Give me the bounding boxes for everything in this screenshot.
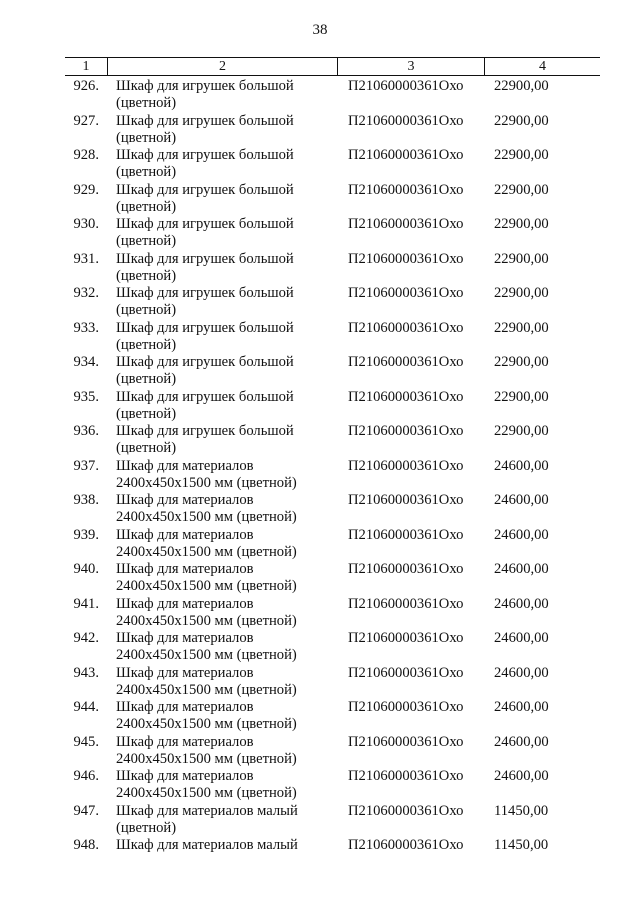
item-price: 22900,00 (494, 319, 549, 336)
table-row (0, 768, 640, 803)
item-name-line-2: 2400х450х1500 мм (цветной) (116, 647, 297, 663)
item-name-line-2: 2400х450х1500 мм (цветной) (116, 681, 297, 698)
item-code: П21060000361Охо (348, 423, 464, 439)
item-code: П21060000361Охо (348, 78, 464, 94)
item-price: 22900,00 (494, 78, 549, 94)
row-number: 938. (73, 492, 99, 508)
item-name-line-2: (цветной) (116, 405, 177, 422)
item-price: 24600,00 (494, 526, 549, 543)
item-name-line-1: Шкаф для материалов (116, 595, 254, 612)
item-price: 24600,00 (494, 595, 549, 612)
item-name-line-2: (цветной) (116, 267, 177, 284)
item-code: П21060000361Охо (348, 837, 464, 853)
item-name-line-1: Шкаф для игрушек большой (116, 388, 294, 405)
item-name (116, 699, 341, 733)
table-row (0, 285, 640, 320)
item-name (116, 354, 341, 388)
table-row (0, 147, 640, 182)
item-code: П21060000361Охо (348, 285, 464, 301)
item-code: П21060000361Охо (348, 595, 464, 612)
item-code: П21060000361Охо (348, 216, 464, 232)
item-price: 22900,00 (494, 354, 549, 370)
row-number: 947. (73, 802, 99, 819)
item-name-line-1: Шкаф для игрушек большой (116, 319, 294, 336)
item-code: П21060000361Охо (348, 768, 464, 784)
column-header-2: 2 (107, 58, 337, 75)
item-code: П21060000361Охо (348, 699, 464, 715)
row-number: 926. (73, 78, 99, 94)
row-number: 930. (73, 216, 99, 232)
item-price: 24600,00 (494, 664, 549, 681)
table-row (0, 630, 640, 665)
item-name-line-2: (цветной) (116, 164, 177, 180)
row-number: 931. (73, 250, 99, 267)
table-row (0, 113, 640, 148)
item-name (116, 182, 341, 216)
row-number: 937. (73, 457, 99, 474)
column-header-3: 3 (337, 58, 484, 75)
item-name (116, 113, 341, 147)
table-row (0, 561, 640, 596)
row-number: 946. (73, 768, 99, 784)
item-code: П21060000361Охо (348, 457, 464, 474)
table-body (0, 78, 640, 872)
row-number: 940. (73, 561, 99, 577)
item-name-line-1: Шкаф для материалов (116, 768, 254, 784)
table-row (0, 216, 640, 251)
table-row (0, 734, 640, 769)
item-name-line-1: Шкаф для материалов малый (116, 837, 298, 853)
row-number: 927. (73, 112, 99, 129)
table-row (0, 837, 640, 872)
item-code: П21060000361Охо (348, 250, 464, 267)
table-row (0, 423, 640, 458)
row-number: 941. (73, 595, 99, 612)
item-code: П21060000361Охо (348, 147, 464, 163)
row-number: 944. (73, 699, 99, 715)
row-number: 943. (73, 664, 99, 681)
table-row (0, 251, 640, 286)
item-code: П21060000361Охо (348, 664, 464, 681)
item-name (116, 768, 341, 802)
item-price: 24600,00 (494, 699, 549, 715)
item-name-line-2: (цветной) (116, 819, 177, 836)
item-name-line-2: 2400х450х1500 мм (цветной) (116, 612, 297, 629)
item-name (116, 320, 341, 354)
item-code: П21060000361Охо (348, 388, 464, 405)
item-name (116, 389, 341, 423)
item-name-line-2: (цветной) (116, 371, 177, 387)
table-row (0, 78, 640, 113)
row-number: 932. (73, 285, 99, 301)
item-name-line-1: Шкаф для игрушек большой (116, 112, 294, 129)
item-price: 22900,00 (494, 147, 549, 163)
item-name-line-2: 2400х450х1500 мм (цветной) (116, 543, 297, 560)
page-number: 38 (312, 22, 328, 38)
item-code: П21060000361Охо (348, 733, 464, 750)
row-number: 936. (73, 423, 99, 439)
row-number: 928. (73, 147, 99, 163)
item-name-line-2: (цветной) (116, 233, 177, 249)
item-name (116, 596, 341, 630)
item-name-line-1: Шкаф для игрушек большой (116, 285, 294, 301)
item-code: П21060000361Охо (348, 561, 464, 577)
table-row (0, 492, 640, 527)
item-name (116, 561, 341, 595)
item-name-line-2: (цветной) (116, 129, 177, 146)
item-price: 22900,00 (494, 216, 549, 232)
item-name (116, 423, 341, 457)
item-name (116, 665, 341, 699)
item-code: П21060000361Охо (348, 112, 464, 129)
item-name-line-2: (цветной) (116, 95, 177, 111)
item-code: П21060000361Охо (348, 526, 464, 543)
item-name-line-2: 2400х450х1500 мм (цветной) (116, 474, 297, 491)
item-code: П21060000361Охо (348, 492, 464, 508)
item-price: 11450,00 (494, 802, 549, 819)
table-header (65, 57, 600, 76)
item-price: 24600,00 (494, 561, 549, 577)
column-header-4: 4 (484, 58, 600, 75)
item-name-line-1: Шкаф для материалов (116, 664, 254, 681)
item-name-line-2: 2400х450х1500 мм (цветной) (116, 750, 297, 767)
table-row (0, 354, 640, 389)
item-price: 22900,00 (494, 388, 549, 405)
item-name-line-1: Шкаф для игрушек большой (116, 147, 294, 163)
item-name-line-1: Шкаф для игрушек большой (116, 354, 294, 370)
item-price: 22900,00 (494, 285, 549, 301)
table-row (0, 320, 640, 355)
table-row (0, 527, 640, 562)
item-name (116, 803, 341, 837)
table-row (0, 389, 640, 424)
item-name-line-1: Шкаф для игрушек большой (116, 181, 294, 198)
item-price: 22900,00 (494, 181, 549, 198)
row-number: 939. (73, 526, 99, 543)
row-number: 934. (73, 354, 99, 370)
item-name-line-2: 2400х450х1500 мм (цветной) (116, 578, 297, 594)
item-name-line-2: (цветной) (116, 198, 177, 215)
item-name-line-1: Шкаф для игрушек большой (116, 216, 294, 232)
item-name-line-1: Шкаф для материалов малый (116, 802, 298, 819)
row-number: 933. (73, 319, 99, 336)
table-row (0, 182, 640, 217)
row-number: 942. (73, 630, 99, 646)
table-row (0, 596, 640, 631)
item-name-line-1: Шкаф для материалов (116, 492, 254, 508)
row-number: 935. (73, 388, 99, 405)
item-name-line-1: Шкаф для материалов (116, 699, 254, 715)
item-name (116, 78, 341, 112)
item-code: П21060000361Охо (348, 630, 464, 646)
item-price: 24600,00 (494, 768, 549, 784)
column-header-1: 1 (82, 59, 90, 74)
item-name-line-1: Шкаф для материалов (116, 457, 254, 474)
item-name (116, 734, 341, 768)
row-number: 948. (73, 837, 99, 853)
item-name-line-1: Шкаф для игрушек большой (116, 250, 294, 267)
item-name-line-1: Шкаф для игрушек большой (116, 78, 294, 94)
item-price: 24600,00 (494, 630, 549, 646)
item-code: П21060000361Охо (348, 802, 464, 819)
item-price: 24600,00 (494, 733, 549, 750)
table-row (0, 458, 640, 493)
item-name (116, 837, 341, 854)
table-row (0, 803, 640, 838)
item-name-line-1: Шкаф для материалов (116, 561, 254, 577)
item-price: 24600,00 (494, 457, 549, 474)
item-price: 11450,00 (494, 837, 549, 853)
item-name-line-1: Шкаф для материалов (116, 526, 254, 543)
item-name (116, 251, 341, 285)
item-name (116, 630, 341, 664)
item-name-line-2: (цветной) (116, 302, 177, 318)
item-name-line-2: 2400х450х1500 мм (цветной) (116, 785, 297, 801)
item-price: 22900,00 (494, 423, 549, 439)
item-code: П21060000361Охо (348, 181, 464, 198)
item-code: П21060000361Охо (348, 354, 464, 370)
item-code: П21060000361Охо (348, 319, 464, 336)
item-name-line-1: Шкаф для материалов (116, 630, 254, 646)
row-number: 945. (73, 733, 99, 750)
item-name-line-2: 2400х450х1500 мм (цветной) (116, 716, 297, 732)
item-name-line-2: 2400х450х1500 мм (цветной) (116, 509, 297, 525)
item-name (116, 147, 341, 181)
table-row (0, 665, 640, 700)
item-price: 22900,00 (494, 112, 549, 129)
item-name (116, 492, 341, 526)
item-name-line-2: (цветной) (116, 336, 177, 353)
row-number: 929. (73, 181, 99, 198)
item-name (116, 216, 341, 250)
item-name-line-1: Шкаф для игрушек большой (116, 423, 294, 439)
item-name (116, 527, 341, 561)
table-row (0, 699, 640, 734)
item-name-line-2: (цветной) (116, 440, 177, 456)
item-price: 22900,00 (494, 250, 549, 267)
item-name (116, 458, 341, 492)
item-price: 24600,00 (494, 492, 549, 508)
item-name-line-1: Шкаф для материалов (116, 733, 254, 750)
item-name (116, 285, 341, 319)
